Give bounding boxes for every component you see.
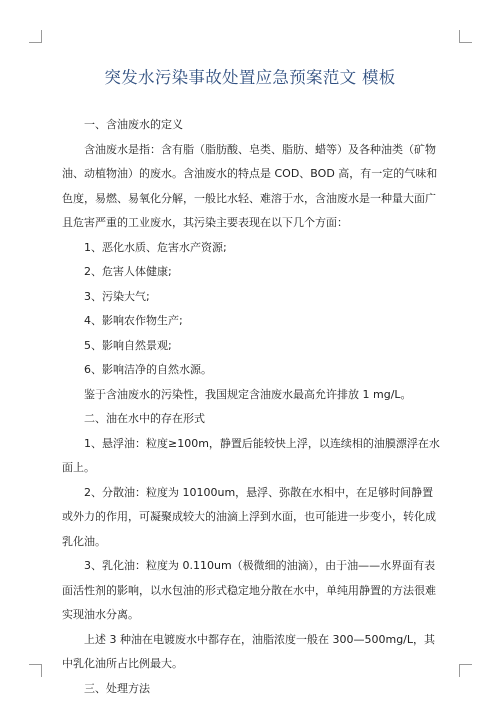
crop-mark-top-left [29, 30, 42, 43]
list-item: 1、悬浮油：粒度≥100m，静置后能较快上浮，以连续相的油膜漂浮在水面上。 [62, 436, 440, 474]
section-heading-definition: 一、含油废水的定义 [84, 118, 183, 131]
list-item: 2、分散油：粒度为 10100um，悬浮、弥散在水相中，在足够时间静置或外力的作用，可凝聚成较大的油滴上浮到水面，也可能进一步变小，转化成乳化油。 [62, 485, 436, 548]
document-body [62, 113, 442, 701]
crop-mark-top-right [459, 30, 472, 43]
crop-mark-bottom-left [29, 664, 42, 677]
paragraph-discharge-limit: 鉴于含油废水的污染性，我国规定含油废水最高允许排放 1 mg/L。 [84, 387, 412, 401]
section-heading-treatment: 三、处理方法 [84, 681, 150, 695]
list-item: 4、影响农作物生产; [84, 314, 183, 327]
paragraph-summary: 上述 3 种油在电镀废水中都存在，油脂浓度一般在 300—500mg/L，其中乳化油所占比例最大。 [62, 632, 436, 670]
list-item: 5、影响自然景观; [84, 338, 172, 352]
document-title: 突发水污染事故处置应急预案范文 模板 [104, 68, 396, 87]
list-item: 2、危害人体健康; [84, 265, 172, 278]
list-item: 3、乳化油：粒度为 0.110um（极微细的油滴），由于油——水界面有表面活性剂的影响，以水包油的形式稳定地分散在水中，单纯用静置的方法很难实现油水分离。 [62, 559, 436, 621]
section-heading-oil-forms: 二、油在水中的存在形式 [84, 412, 205, 425]
crop-mark-bottom-right [459, 664, 472, 677]
list-item: 3、污染大气; [84, 289, 150, 303]
list-item: 1、恶化水质、危害水产资源; [84, 240, 227, 254]
list-item: 6、影响洁净的自然水源。 [84, 363, 212, 376]
paragraph-definition: 含油废水是指：含有脂（脂肪酸、皂类、脂肪、蜡等）及各种油类（矿物油、动植物油）的废水。含油废水的特点是 COD、BOD 高，有一定的气味和色度，易燃、易氧化分解，一般比水轻、难溶于水，含油废水是一种量大面广且危害严重的工业废水，其污染主要表现在以下几个方面： [62, 142, 438, 229]
